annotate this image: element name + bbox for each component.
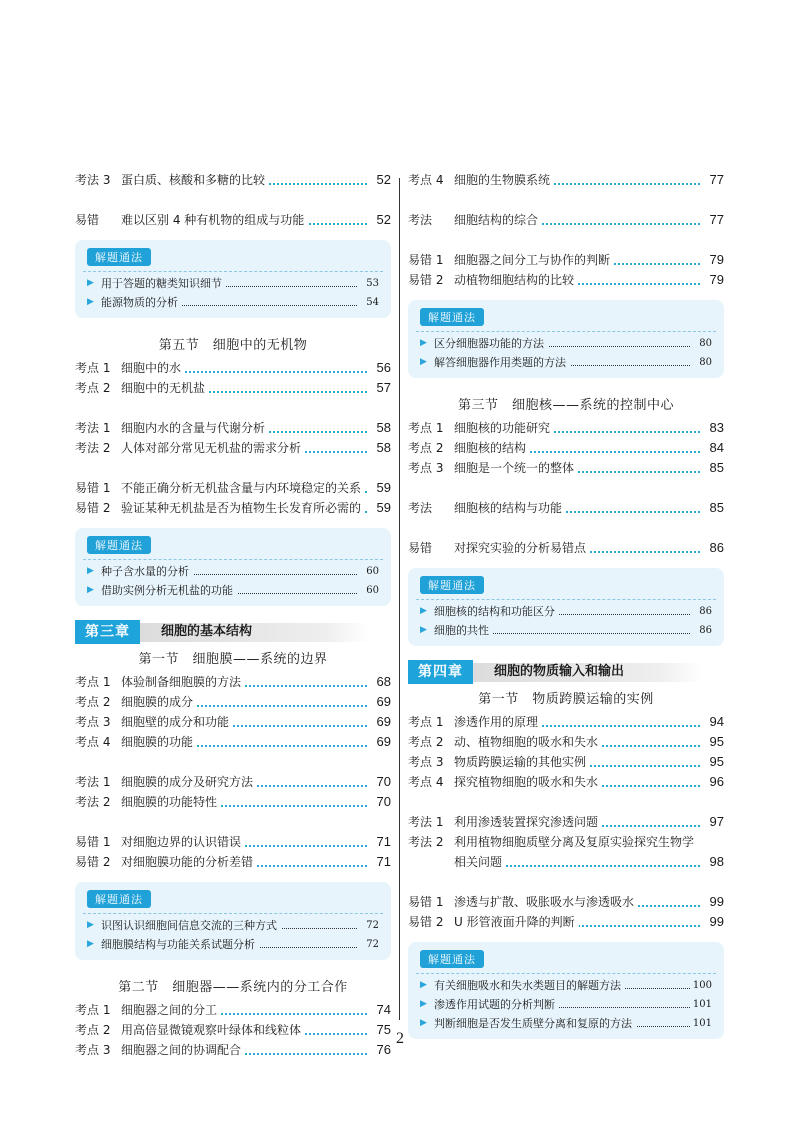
entry-label: 易错 xyxy=(75,213,100,227)
toc-entry[interactable] xyxy=(408,250,724,270)
entry-title: 细胞内水的含量与代谢分析 xyxy=(121,418,269,438)
entry-label: 考点 1 xyxy=(75,675,111,689)
entry-page: 99 xyxy=(707,892,724,912)
toc-entry[interactable] xyxy=(75,832,391,852)
entry-label: 考点 4 xyxy=(408,775,444,789)
toc-entry[interactable] xyxy=(408,210,724,230)
entry-title: 相关问题 xyxy=(454,852,506,872)
entry-title: 体验制备细胞膜的方法 xyxy=(121,672,245,692)
toc-entry[interactable] xyxy=(75,418,391,438)
tip-page: 101 xyxy=(690,1014,712,1033)
tip-title: 解答细胞器作用类题的方法 xyxy=(434,353,570,372)
toc-entry[interactable] xyxy=(408,170,724,190)
entry-page: 75 xyxy=(374,1020,391,1040)
entry-label: 易错 2 xyxy=(408,915,444,929)
entry-title: 对细胞膜功能的分析差错 xyxy=(121,852,257,872)
toc-entry[interactable] xyxy=(408,812,724,832)
tip-page: 60 xyxy=(363,562,379,581)
tip-page: 80 xyxy=(696,353,712,372)
toc-entry[interactable] xyxy=(408,832,724,852)
entry-title: 动植物细胞结构的比较 xyxy=(454,270,578,290)
entry-label: 考点 4 xyxy=(408,173,444,187)
toc-entry[interactable] xyxy=(408,772,724,792)
tip-item[interactable] xyxy=(83,935,383,954)
entry-title: 细胞膜的成分及研究方法 xyxy=(121,772,257,792)
toc-entry[interactable] xyxy=(75,1000,391,1020)
entry-page: 83 xyxy=(707,418,724,438)
triangle-icon: ▶ xyxy=(87,585,94,595)
entry-label: 考点 3 xyxy=(75,1043,111,1057)
triangle-icon: ▶ xyxy=(420,980,427,990)
entry-title: 利用渗透装置探究渗透问题 xyxy=(454,812,602,832)
entry-label: 考点 2 xyxy=(408,441,444,455)
triangle-icon: ▶ xyxy=(87,278,94,288)
entry-title: 对细胞边界的认识错误 xyxy=(121,832,245,852)
section-title: 第三节 细胞核——系统的控制中心 xyxy=(457,398,674,413)
tip-item[interactable] xyxy=(83,581,383,600)
entry-title: 难以区别 4 种有机物的组成与功能 xyxy=(121,210,308,230)
entry-page: 74 xyxy=(374,1000,391,1020)
entry-page: 71 xyxy=(374,832,391,852)
entry-page: 85 xyxy=(707,458,724,478)
tips-box xyxy=(408,568,724,646)
entry-title: 物质跨膜运输的其他实例 xyxy=(454,752,590,772)
tip-page: 86 xyxy=(696,602,712,621)
toc-entry[interactable] xyxy=(75,170,391,190)
tip-page: 101 xyxy=(690,995,712,1014)
toc-entry[interactable] xyxy=(408,892,724,912)
tip-item[interactable] xyxy=(416,334,716,353)
triangle-icon: ▶ xyxy=(420,625,427,635)
chapter-name: 细胞的物质输入和输出 xyxy=(494,664,625,679)
entry-page: 69 xyxy=(374,692,391,712)
triangle-icon: ▶ xyxy=(87,920,94,930)
entry-label: 考点 2 xyxy=(75,381,111,395)
tips-list xyxy=(83,559,383,600)
chapter-name: 细胞的基本结构 xyxy=(161,624,253,639)
tip-title: 细胞膜结构与功能关系试题分析 xyxy=(101,935,259,954)
tip-page: 80 xyxy=(696,334,712,353)
entry-page: 52 xyxy=(374,210,391,230)
entry-title: 细胞结构的综合 xyxy=(454,210,542,230)
tips-badge: 解题通法 xyxy=(87,248,151,266)
entry-page: 79 xyxy=(707,270,724,290)
entry-page: 59 xyxy=(374,478,391,498)
tip-title: 用于答题的糖类知识细节 xyxy=(101,274,226,293)
entry-page: 95 xyxy=(707,752,724,772)
entry-label: 易错 1 xyxy=(408,253,444,267)
entry-label: 易错 1 xyxy=(75,481,111,495)
entry-label: 考点 3 xyxy=(75,715,111,729)
entry-label: 考法 1 xyxy=(75,421,111,435)
entry-label: 易错 2 xyxy=(75,501,111,515)
entry-page: 56 xyxy=(374,358,391,378)
tips-list xyxy=(416,331,716,372)
tips-badge: 解题通法 xyxy=(420,576,484,594)
entry-page: 70 xyxy=(374,772,391,792)
entry-page: 94 xyxy=(707,712,724,732)
section-title: 第二节 细胞器——系统内的分工合作 xyxy=(118,980,348,995)
tip-item[interactable] xyxy=(416,621,716,640)
entry-page: 57 xyxy=(374,378,391,398)
entry-label: 考点 3 xyxy=(408,755,444,769)
tip-title: 细胞核的结构和功能区分 xyxy=(434,602,559,621)
entry-label: 考法 xyxy=(408,501,433,515)
toc-entry[interactable] xyxy=(408,458,724,478)
toc-entry[interactable] xyxy=(75,498,391,518)
tip-title: 判断细胞是否发生质壁分离和复原的方法 xyxy=(434,1014,636,1033)
entry-page: 59 xyxy=(374,498,391,518)
entry-page: 85 xyxy=(707,498,724,518)
entry-page: 77 xyxy=(707,210,724,230)
entry-label: 考法 2 xyxy=(408,835,444,849)
toc-right-column xyxy=(408,170,724,1039)
toc-entry[interactable] xyxy=(408,732,724,752)
tip-item[interactable] xyxy=(416,602,716,621)
entry-title: 细胞核的结构 xyxy=(454,438,530,458)
entry-page: 98 xyxy=(707,852,724,872)
toc-entry[interactable] xyxy=(408,712,724,732)
entry-title: 用高倍显微镜观察叶绿体和线粒体 xyxy=(121,1020,305,1040)
tips-badge: 解题通法 xyxy=(420,950,484,968)
toc-entry[interactable] xyxy=(408,498,724,518)
chapter-header xyxy=(75,620,391,644)
triangle-icon: ▶ xyxy=(87,566,94,576)
toc-entry[interactable] xyxy=(75,672,391,692)
toc-entry[interactable] xyxy=(75,210,391,230)
tip-title: 种子含水量的分析 xyxy=(101,562,193,581)
entry-label: 考点 1 xyxy=(408,715,444,729)
entry-title: 细胞壁的成分和功能 xyxy=(121,712,233,732)
entry-title: 渗透作用的原理 xyxy=(454,712,542,732)
entry-label: 考点 4 xyxy=(75,735,111,749)
entry-label: 考法 3 xyxy=(75,173,111,187)
entry-label: 考法 1 xyxy=(408,815,444,829)
entry-label: 易错 2 xyxy=(408,273,444,287)
entry-page: 70 xyxy=(374,792,391,812)
entry-page: 58 xyxy=(374,418,391,438)
chapter-number: 第四章 xyxy=(408,660,473,684)
toc-entry[interactable] xyxy=(75,792,391,812)
entry-page: 77 xyxy=(707,170,724,190)
column-divider xyxy=(399,178,400,1020)
toc-entry[interactable] xyxy=(408,418,724,438)
entry-label: 考点 1 xyxy=(75,361,111,375)
toc-entry[interactable] xyxy=(75,438,391,458)
tip-title: 识图认识细胞间信息交流的三种方式 xyxy=(101,916,281,935)
toc-entry[interactable] xyxy=(408,752,724,772)
entry-page: 79 xyxy=(707,250,724,270)
toc-entry[interactable] xyxy=(75,358,391,378)
tips-list xyxy=(416,973,716,1033)
toc-entry[interactable] xyxy=(408,438,724,458)
toc-entry[interactable] xyxy=(408,912,724,932)
tips-badge: 解题通法 xyxy=(87,536,151,554)
triangle-icon: ▶ xyxy=(87,297,94,307)
chapter-header xyxy=(408,660,724,684)
tip-title: 细胞的共性 xyxy=(434,621,493,640)
entry-label: 考法 2 xyxy=(75,441,111,455)
entry-title: 蛋白质、核酸和多糖的比较 xyxy=(121,170,269,190)
tips-box xyxy=(75,528,391,606)
entry-page: 86 xyxy=(707,538,724,558)
entry-page: 99 xyxy=(707,912,724,932)
entry-title: 细胞器之间的协调配合 xyxy=(121,1040,245,1060)
entry-title: 细胞器之间分工与协作的判断 xyxy=(454,250,614,270)
entry-page: 97 xyxy=(707,812,724,832)
entry-label: 考点 2 xyxy=(408,735,444,749)
tip-page: 86 xyxy=(696,621,712,640)
toc-entry[interactable] xyxy=(75,712,391,732)
entry-title: 动、植物细胞的吸水和失水 xyxy=(454,732,602,752)
tip-title: 区分细胞器功能的方法 xyxy=(434,334,548,353)
tip-title: 有关细胞吸水和失水类题目的解题方法 xyxy=(434,976,625,995)
triangle-icon: ▶ xyxy=(420,357,427,367)
entry-title: 渗透与扩散、吸胀吸水与渗透吸水 xyxy=(454,892,638,912)
entry-page: 68 xyxy=(374,672,391,692)
tip-item[interactable] xyxy=(83,916,383,935)
entry-label: 考法 1 xyxy=(75,775,111,789)
entry-page: 96 xyxy=(707,772,724,792)
entry-label: 考点 2 xyxy=(75,695,111,709)
entry-page: 58 xyxy=(374,438,391,458)
entry-title: 细胞膜的成分 xyxy=(121,692,197,712)
tips-box xyxy=(408,942,724,1039)
section-title: 第五节 细胞中的无机物 xyxy=(158,338,308,353)
toc-entry[interactable] xyxy=(75,772,391,792)
triangle-icon: ▶ xyxy=(420,1018,427,1028)
entry-title: 细胞核的功能研究 xyxy=(454,418,554,438)
toc-entry[interactable] xyxy=(75,378,391,398)
tip-item[interactable] xyxy=(83,562,383,581)
toc-entry[interactable] xyxy=(408,270,724,290)
entry-page: 84 xyxy=(707,438,724,458)
entry-label: 易错 2 xyxy=(75,855,111,869)
entry-title: 细胞膜的功能 xyxy=(121,732,197,752)
entry-label: 易错 1 xyxy=(408,895,444,909)
entry-title: 细胞是一个统一的整体 xyxy=(454,458,578,478)
tip-title: 借助实例分析无机盐的功能 xyxy=(101,581,237,600)
entry-page: 76 xyxy=(374,1040,391,1060)
entry-title: 细胞膜的功能特性 xyxy=(121,792,221,812)
section-title: 第一节 物质跨膜运输的实例 xyxy=(478,692,654,707)
entry-label: 易错 xyxy=(408,541,433,555)
chapter-number: 第三章 xyxy=(75,620,140,644)
tips-list xyxy=(416,599,716,640)
entry-title: 利用植物细胞质壁分离及复原实验探究生物学 xyxy=(454,832,698,852)
entry-title: 细胞中的无机盐 xyxy=(121,378,209,398)
tips-list xyxy=(83,271,383,312)
toc-entry[interactable] xyxy=(75,478,391,498)
triangle-icon: ▶ xyxy=(420,606,427,616)
entry-title: 细胞的生物膜系统 xyxy=(454,170,554,190)
tip-page: 53 xyxy=(363,274,379,293)
entry-label: 考法 xyxy=(408,213,433,227)
tips-badge: 解题通法 xyxy=(87,890,151,908)
tip-item[interactable] xyxy=(416,995,716,1014)
toc-entry[interactable] xyxy=(75,692,391,712)
tip-item[interactable] xyxy=(416,353,716,372)
triangle-icon: ▶ xyxy=(420,338,427,348)
tip-page: 72 xyxy=(363,916,379,935)
toc-entry[interactable] xyxy=(408,538,724,558)
section-title: 第一节 细胞膜——系统的边界 xyxy=(138,652,328,667)
toc-entry[interactable] xyxy=(75,852,391,872)
entry-title: 人体对部分常见无机盐的需求分析 xyxy=(121,438,305,458)
entry-label: 考法 2 xyxy=(75,795,111,809)
entry-page: 95 xyxy=(707,732,724,752)
tip-page: 60 xyxy=(363,581,379,600)
entry-page: 52 xyxy=(374,170,391,190)
entry-title: 细胞核的结构与功能 xyxy=(454,498,566,518)
entry-title: U 形管液面升降的判断 xyxy=(454,912,579,932)
entry-label: 考点 2 xyxy=(75,1023,111,1037)
entry-label: 考点 1 xyxy=(75,1003,111,1017)
tips-badge: 解题通法 xyxy=(420,308,484,326)
tips-box xyxy=(75,882,391,960)
tip-page: 54 xyxy=(363,293,379,312)
entry-title: 不能正确分析无机盐含量与内环境稳定的关系 xyxy=(121,478,365,498)
entry-title: 细胞器之间的分工 xyxy=(121,1000,221,1020)
tips-box xyxy=(408,300,724,378)
tip-page: 72 xyxy=(363,935,379,954)
tip-title: 能源物质的分析 xyxy=(101,293,182,312)
tip-title: 渗透作用试题的分析判断 xyxy=(434,995,559,1014)
entry-title: 验证某种无机盐是否为植物生长发育所必需的 xyxy=(121,498,365,518)
entry-title: 对探究实验的分析易错点 xyxy=(454,538,590,558)
toc-left-column xyxy=(75,170,391,1060)
tips-box xyxy=(75,240,391,318)
entry-label: 考点 3 xyxy=(408,461,444,475)
entry-page: 69 xyxy=(374,712,391,732)
entry-page: 69 xyxy=(374,732,391,752)
toc-entry[interactable] xyxy=(75,732,391,752)
entry-title: 探究植物细胞的吸水和失水 xyxy=(454,772,602,792)
tips-list xyxy=(83,913,383,954)
entry-title: 细胞中的水 xyxy=(121,358,185,378)
tip-item[interactable] xyxy=(83,274,383,293)
tip-page: 100 xyxy=(690,976,712,995)
entry-label: 考点 1 xyxy=(408,421,444,435)
entry-label: 易错 1 xyxy=(75,835,111,849)
entry-page: 71 xyxy=(374,852,391,872)
triangle-icon: ▶ xyxy=(87,939,94,949)
tip-item[interactable] xyxy=(416,976,716,995)
tip-item[interactable] xyxy=(83,293,383,312)
triangle-icon: ▶ xyxy=(420,999,427,1009)
toc-entry-continued[interactable] xyxy=(408,852,724,872)
page-number: 2 xyxy=(396,1030,404,1047)
